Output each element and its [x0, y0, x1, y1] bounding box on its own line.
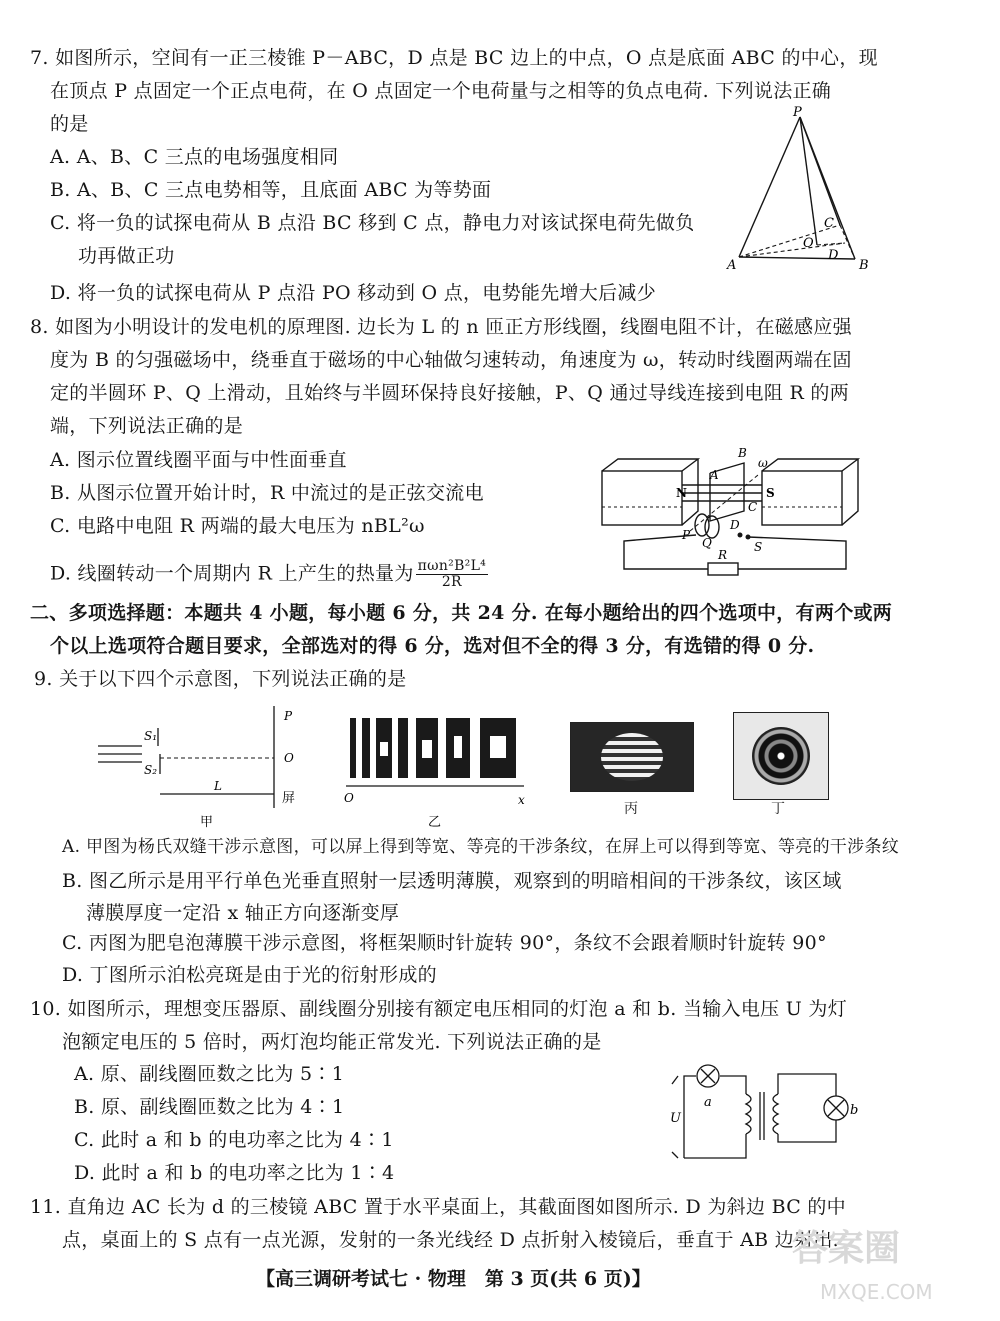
label-omega: ω — [758, 456, 768, 470]
label-N: N — [676, 486, 687, 500]
q10-option-c: C. 此时 a 和 b 的电功率之比为 4∶1 — [74, 1129, 394, 1151]
label-O: O — [284, 751, 294, 765]
q10-option-d: D. 此时 a 和 b 的电功率之比为 1∶4 — [74, 1162, 395, 1184]
label-S2: S — [754, 540, 763, 554]
label-D: D — [828, 248, 839, 263]
q10-transformer-figure — [664, 1058, 860, 1168]
q8-generator-figure — [598, 445, 873, 580]
q7-line3: 的是 — [50, 113, 89, 135]
fraction-denominator: 2R — [441, 574, 462, 590]
caption-jia: 甲 — [200, 815, 214, 830]
label-b: b — [850, 1103, 859, 1118]
label-B: B — [738, 446, 747, 460]
q8-option-d-text: D. 线圈转动一个周期内 R 上产生的热量为 — [50, 562, 414, 585]
q7-line2: 在顶点 P 点固定一个正点电荷，在 O 点固定一个电荷量与之相等的负点电荷. 下列说法正确 — [50, 80, 832, 102]
label-Q: Q — [702, 536, 712, 550]
label-U: U — [670, 1111, 681, 1126]
q9-option-c: C. 丙图为肥皂泡薄膜干涉示意图，将框架顺时针旋转 90°，条纹不会跟着顺时针旋转 90° — [62, 932, 827, 954]
q11-line1: 11. 直角边 AC 长为 d 的三棱镜 ABC 置于水平桌面上，其截面图如图所示. D 为斜边 BC 的中 — [30, 1196, 846, 1218]
q7-pyramid-figure — [725, 105, 885, 275]
watermark-logo: 答案圈 — [792, 1228, 901, 1269]
poisson-spot — [752, 727, 810, 785]
label-P: P — [793, 105, 802, 120]
caption-yi: 乙 — [428, 815, 442, 830]
label-C: C — [824, 216, 834, 231]
q7-line1: 7. 如图所示，空间有一正三棱锥 P－ABC，D 点是 BC 边上的中点，O 点是底面 ABC 的中心，现 — [30, 47, 878, 69]
q11-line2: 点，桌面上的 S 点有一点光源，发射的一条光线经 D 点折射入棱镜后，垂直于 AB 边射出. — [62, 1229, 840, 1251]
caption-bing: 丙 — [624, 801, 639, 817]
q7-option-d: D. 将一负的试探电荷从 P 点沿 PO 移动到 O 点，电势能先增大后减少 — [50, 282, 656, 304]
label-A: A — [710, 468, 719, 482]
q9-option-b-cont: 薄膜厚度一定沿 x 轴正方向逐渐变厚 — [86, 902, 400, 924]
q8-line1: 8. 如图为小明设计的发电机的原理图. 边长为 L 的 n 匝正方形线圈，线圈电阻不计，在磁感应强 — [30, 316, 852, 338]
q8-line2: 度为 B 的匀强磁场中，绕垂直于磁场的中心轴做匀速转动，角速度为 ω，转动时线圈两端在固 — [50, 349, 852, 371]
q9-option-d: D. 丁图所示泊松亮斑是由于光的衍射形成的 — [62, 964, 437, 986]
q9-figure-jia — [96, 700, 316, 830]
q8-option-a: A. 图示位置线圈平面与中性面垂直 — [50, 449, 347, 471]
label-S: S — [766, 486, 775, 500]
q7-option-c-cont: 功再做正功 — [78, 245, 175, 267]
q8-line4: 端，下列说法正确的是 — [50, 415, 244, 437]
label-R: R — [718, 548, 728, 562]
q9-figure-ding-photo — [733, 712, 829, 800]
q7-option-a: A. A、B、C 三点的电场强度相同 — [50, 146, 339, 168]
label-L: L — [214, 779, 222, 793]
soap-film — [601, 733, 663, 781]
label-O: O — [803, 236, 814, 251]
q10-option-a: A. 原、副线圈匝数之比为 5∶1 — [74, 1063, 345, 1085]
q8-option-d — [50, 559, 488, 590]
label-P: P — [284, 709, 293, 723]
label-ping: 屏 — [282, 791, 296, 806]
q9-stem: 9. 关于以下四个示意图，下列说法正确的是 — [34, 668, 407, 690]
label-D: D — [730, 518, 740, 532]
q7-option-b: B. A、B、C 三点电势相等，且底面 ABC 为等势面 — [50, 179, 492, 201]
q8-option-b: B. 从图示位置开始计时，R 中流过的是正弦交流电 — [50, 482, 484, 504]
page-footer: 【高三调研考试七 · 物理 第 3 页(共 6 页)】 — [256, 1268, 651, 1290]
q9-figure-yi — [340, 712, 530, 830]
q9-option-b: B. 图乙所示是用平行单色光垂直照射一层透明薄膜，观察到的明暗相间的干涉条纹，该区域 — [62, 870, 842, 892]
section2-line2: 个以上选项符合题目要求，全部选对的得 6 分，选对但不全的得 3 分，有选错的得 0 分. — [50, 635, 815, 657]
q10-line1: 10. 如图所示，理想变压器原、副线圈分别接有额定电压相同的灯泡 a 和 b. 当输入电压 U 为灯 — [30, 998, 848, 1020]
watermark-url: MXQE.COM — [820, 1280, 933, 1304]
caption-ding: 丁 — [771, 801, 786, 817]
q10-option-b: B. 原、副线圈匝数之比为 4∶1 — [74, 1096, 345, 1118]
q9-figure-bing-photo — [570, 722, 694, 792]
q10-line2: 泡额定电压的 5 倍时，两灯泡均能正常发光. 下列说法正确的是 — [62, 1031, 602, 1053]
label-a: a — [704, 1095, 712, 1110]
heat-fraction — [416, 559, 488, 590]
label-S2: S₂ — [144, 763, 158, 777]
label-S1: S₁ — [144, 729, 158, 743]
q7-option-c: C. 将一负的试探电荷从 B 点沿 BC 移到 C 点，静电力对该试探电荷先做负 — [50, 212, 695, 234]
q9-option-a: A. 甲图为杨氏双缝干涉示意图，可以屏上得到等宽、等亮的干涉条纹，在屏上可以得到等宽、等亮的干涉条纹 — [62, 837, 900, 857]
section2-line1: 二、多项选择题：本题共 4 小题，每小题 6 分，共 24 分. 在每小题给出的四个选项中，有两个或两 — [30, 602, 893, 624]
label-P: P — [682, 528, 691, 542]
label-B: B — [859, 258, 869, 273]
label-C: C — [748, 500, 758, 514]
q8-option-c: C. 电路中电阻 R 两端的最大电压为 nBL²ω — [50, 515, 425, 537]
label-O: O — [344, 791, 354, 805]
label-A: A — [727, 258, 737, 273]
fraction-numerator: πωn²B²L⁴ — [417, 558, 487, 574]
q8-line3: 定的半圆环 P、Q 上滑动，且始终与半圆环保持良好接触，P、Q 通过导线连接到电阻 R 的两 — [50, 382, 850, 404]
label-x: x — [518, 793, 525, 807]
